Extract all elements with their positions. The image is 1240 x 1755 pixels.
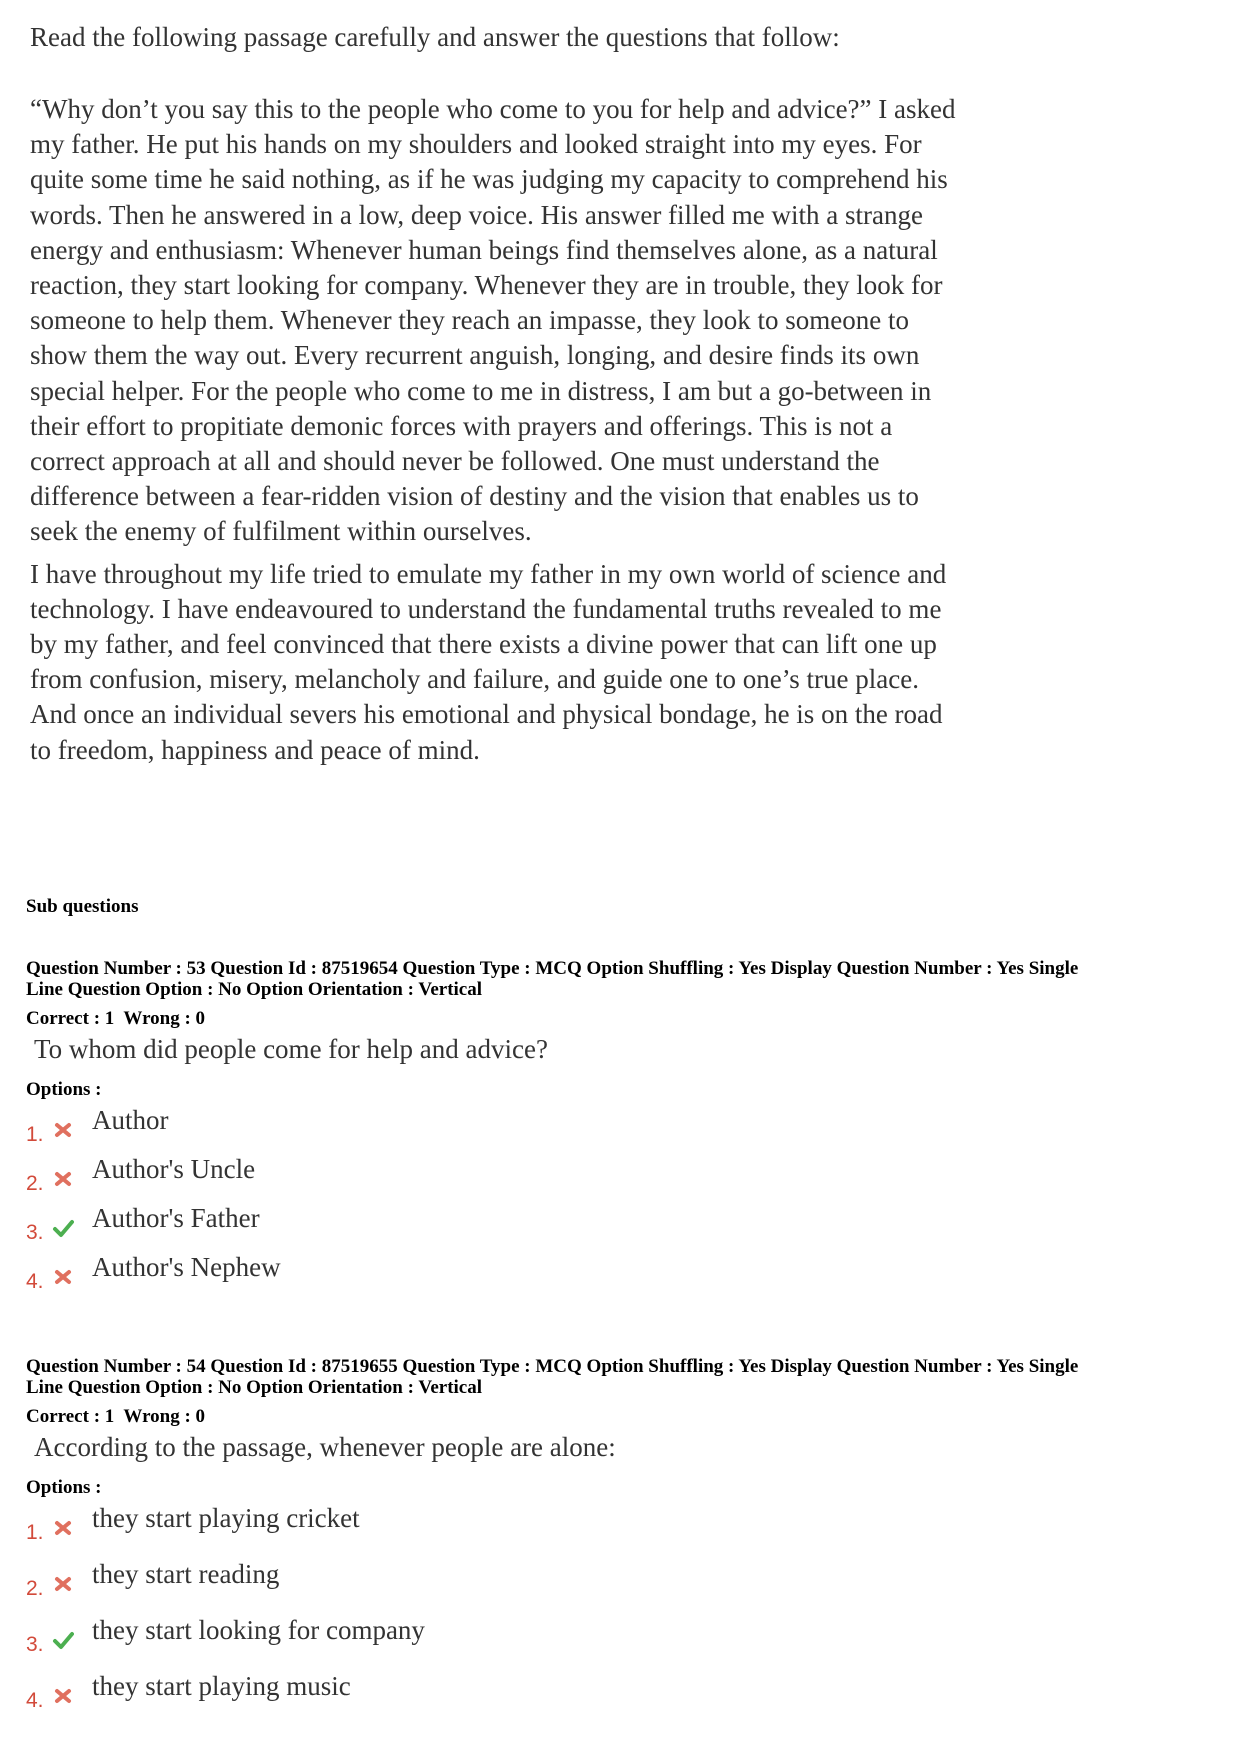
question-marks: Correct : 1 Wrong : 0: [26, 1008, 206, 1029]
option-item: [28, 1559, 1218, 1615]
option-item: [28, 1154, 1218, 1203]
option-item: [28, 1615, 1218, 1671]
passage-instruction: Read the following passage carefully and answer the questions that follow:: [30, 22, 840, 52]
cross-icon: [52, 1685, 74, 1707]
question-block: [28, 1356, 1218, 1727]
question-block: [28, 958, 1218, 1301]
option-item: [28, 1203, 1218, 1252]
question-text: According to the passage, whenever people are alone:: [34, 1432, 616, 1462]
passage-paragraph: “Why don’t you say this to the people who come to you for help and advice?” I asked my father. He put his hands on my shoulders and looked straight into my eyes. For quite some time he said nothing, as if he was judging my capacity to comprehend his words. Then he answered in a low, deep voice. His answer filled me with a strange energy and enthusiasm: Whenever human beings find themselves alone, as a natural reaction, they start looking for company. Whenever they are in trouble, they look for someone to help them. Whenever they reach an impasse, they look to someone to show them the way out. Every recurrent anguish, longing, and desire finds its own special helper. For the people who come to me in distress, I am but a go-between in their effort to propitiate demonic forces with prayers and offerings. This is not a correct approach at all and should never be followed. One must understand the difference between a fear-ridden vision of destiny and the vision that enables us to seek the enemy of fulfilment within ourselves.: [30, 94, 956, 547]
option-text: Author's Father: [92, 1203, 260, 1233]
option-text: they start reading: [92, 1559, 280, 1589]
option-text: Author: [92, 1105, 169, 1135]
question-text: To whom did people come for help and advice?: [34, 1034, 548, 1064]
cross-icon: [52, 1168, 74, 1190]
option-item: [28, 1252, 1218, 1301]
question-meta-line: Question Number : 54 Question Id : 87519655 Question Type : MCQ Option Shuffling : Yes Display Question Number : Yes Single: [26, 1356, 1079, 1377]
passage-paragraph: I have throughout my life tried to emulate my father in my own world of science and technology. I have endeavoured to understand the fundamental truths revealed to me by my father, and feel convinced that there exists a divine power that can lift one up from confusion, misery, melancholy and failure, and guide one to one’s true place. And once an individual severs his emotional and physical bondage, he is on the road to freedom, happiness and peace of mind.: [30, 558, 947, 765]
question-meta: [26, 1356, 1216, 1398]
option-number: 1.: [26, 1123, 44, 1146]
question-marks: Correct : 1 Wrong : 0: [26, 1406, 206, 1427]
option-list: [28, 1105, 1218, 1301]
option-text: they start playing cricket: [92, 1503, 360, 1533]
question-meta: [26, 958, 1216, 1000]
question-meta-line: Line Question Option : No Option Orientation : Vertical: [26, 1377, 483, 1398]
cross-icon: [52, 1573, 74, 1595]
option-number: 3.: [26, 1633, 44, 1656]
option-list: [28, 1503, 1218, 1727]
options-label: Options :: [26, 1477, 102, 1498]
question-meta-line: Question Number : 53 Question Id : 87519654 Question Type : MCQ Option Shuffling : Yes Display Question Number : Yes Single: [26, 958, 1079, 979]
sub-questions-heading: Sub questions: [26, 896, 139, 917]
option-item: [28, 1503, 1218, 1559]
option-text: Author's Uncle: [92, 1154, 256, 1184]
cross-icon: [52, 1266, 74, 1288]
option-number: 2.: [26, 1172, 44, 1195]
option-number: 1.: [26, 1521, 44, 1544]
check-icon: [52, 1217, 74, 1239]
option-item: [28, 1671, 1218, 1727]
option-number: 4.: [26, 1689, 44, 1712]
reading-passage: [30, 92, 960, 768]
question-meta-line: Line Question Option : No Option Orientation : Vertical: [26, 979, 483, 1000]
option-text: they start playing music: [92, 1671, 351, 1701]
option-number: 3.: [26, 1221, 44, 1244]
option-number: 4.: [26, 1270, 44, 1293]
cross-icon: [52, 1119, 74, 1141]
option-item: [28, 1105, 1218, 1154]
option-text: Author's Nephew: [92, 1252, 281, 1282]
options-label: Options :: [26, 1079, 102, 1100]
option-text: they start looking for company: [92, 1615, 425, 1645]
check-icon: [52, 1629, 74, 1651]
cross-icon: [52, 1517, 74, 1539]
option-number: 2.: [26, 1577, 44, 1600]
